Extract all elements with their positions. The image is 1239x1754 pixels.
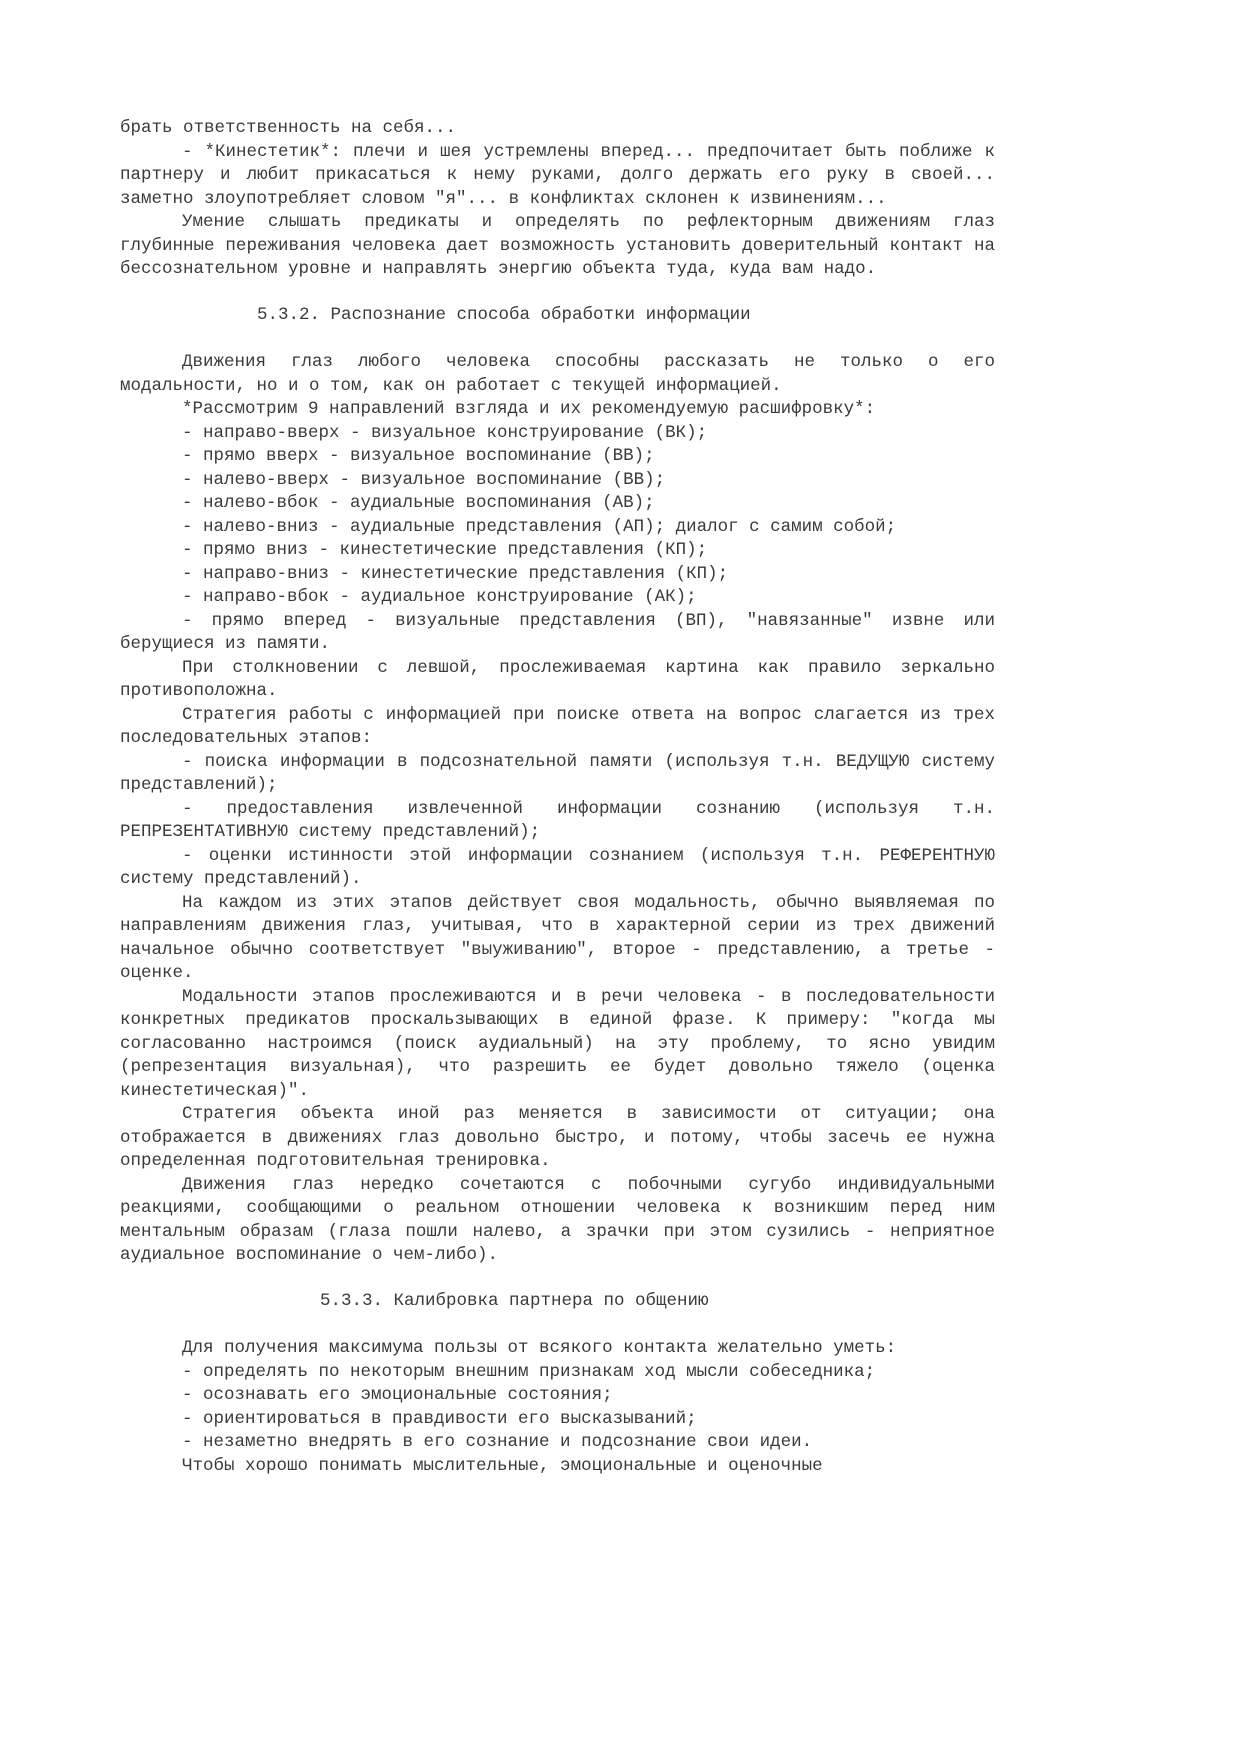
paragraph: Модальности этапов прослеживаются и в речи человека - в последовательности конкретных предикатов проскальзывающих в единой фразе. К примеру: "когда мы согласованно настроимся (поиск аудиальный) на эту проблему, то ясно увидим (репрезентация визуальная), что разрешить ее будет довольно тяжело (оценка кинестетическая)". (120, 986, 995, 1101)
paragraph: *Рассмотрим 9 направлений взгляда и их рекомендуемую расшифровку*: (182, 399, 876, 419)
document-page (120, 117, 995, 1478)
list-item: - незаметно внедрять в его сознание и подсознание свои идеи. (182, 1432, 813, 1452)
section-heading-5-3-2: 5.3.2. Распознание способа обработки информации (257, 304, 751, 325)
list-item: - осознавать его эмоциональные состояния; (182, 1385, 613, 1405)
paragraph: Движения глаз любого человека способны рассказать не только о его модальности, но и о том, как он работает с текущей информацией. (120, 352, 995, 396)
list-item: - прямо вниз - кинестетические представления (КП); (182, 540, 708, 560)
paragraph: Чтобы хорошо понимать мыслительные, эмоциональные и оценочные (182, 1455, 823, 1476)
list-item: - направо-вбок - аудиальное конструирование (АК); (182, 587, 697, 607)
list-item: - определять по некоторым внешним признакам ход мысли собеседника; (182, 1361, 876, 1382)
list-item: - направо-вниз - кинестетические представления (КП); (182, 563, 729, 584)
list-item: - налево-вниз - аудиальные представления (АП); диалог с самим собой; (182, 516, 897, 537)
list-item: - направо-вверх - визуальное конструирование (ВК); (182, 422, 708, 443)
paragraph: При столкновении с левшой, прослеживаемая картина как правило зеркально противоположна. (120, 657, 995, 701)
list-item: - поиска информации в подсознательной памяти (используя т.н. ВЕДУЩУЮ систему представлений); (120, 751, 995, 795)
section-heading-5-3-3: 5.3.3. Калибровка партнера по общению (320, 1290, 709, 1311)
list-item: - налево-вверх - визуальное воспоминание (ВВ); (182, 469, 666, 490)
paragraph: - *Кинестетик*: плечи и шея устремлены вперед... предпочитает быть поближе к партнеру и любит прикасаться к нему руками, долго держать его руку в своей... заметно злоупотребляет словом "я"... в конфликтах склонен к извинениям... (120, 141, 995, 209)
paragraph: На каждом из этих этапов действует своя модальность, обычно выявляемая по направлениям движения глаз, учитывая, что в характерной серии из трех движений начальное обычно соответствует "выуживанию", второе - представлению, а третье - оценке. (120, 892, 995, 983)
list-item: - прямо вперед - визуальные представления (ВП), "навязанные" извне или берущиеся из памяти. (120, 610, 995, 654)
paragraph: Умение слышать предикаты и определять по рефлекторным движениям глаз глубинные переживания человека дает возможность установить доверительный контакт на бессознательном уровне и направлять энергию объекта туда, куда вам надо. (120, 212, 995, 279)
paragraph: брать ответственность на себя... (120, 118, 457, 138)
list-item: - прямо вверх - визуальное воспоминание (ВВ); (182, 446, 655, 466)
paragraph: Стратегия работы с информацией при поиске ответа на вопрос слагается из трех последовательных этапов: (120, 704, 995, 748)
paragraph: Движения глаз нередко сочетаются с побочными сугубо индивидуальными реакциями, сообщающими о реальном отношении человека к возникшим перед ним ментальным образам (глаза пошли налево, а зрачки при этом сузились - неприятное аудиальное воспоминание о чем-либо). (120, 1174, 995, 1265)
list-item: - предоставления извлеченной информации сознанию (используя т.н. РЕПРЕЗЕНТАТИВНУЮ систему представлений); (120, 798, 995, 842)
paragraph: Для получения максимума пользы от всякого контакта желательно уметь: (182, 1338, 897, 1358)
list-item: - ориентироваться в правдивости его высказываний; (182, 1408, 697, 1429)
list-item: - налево-вбок - аудиальные воспоминания (АВ); (182, 493, 655, 513)
list-item: - оценки истинности этой информации сознанием (используя т.н. РЕФЕРЕНТНУЮ систему представлений). (120, 845, 995, 889)
paragraph: Стратегия объекта иной раз меняется в зависимости от ситуации; она отображается в движениях глаз довольно быстро, и потому, чтобы засечь ее нужна определенная подготовительная тренировка. (120, 1104, 995, 1171)
